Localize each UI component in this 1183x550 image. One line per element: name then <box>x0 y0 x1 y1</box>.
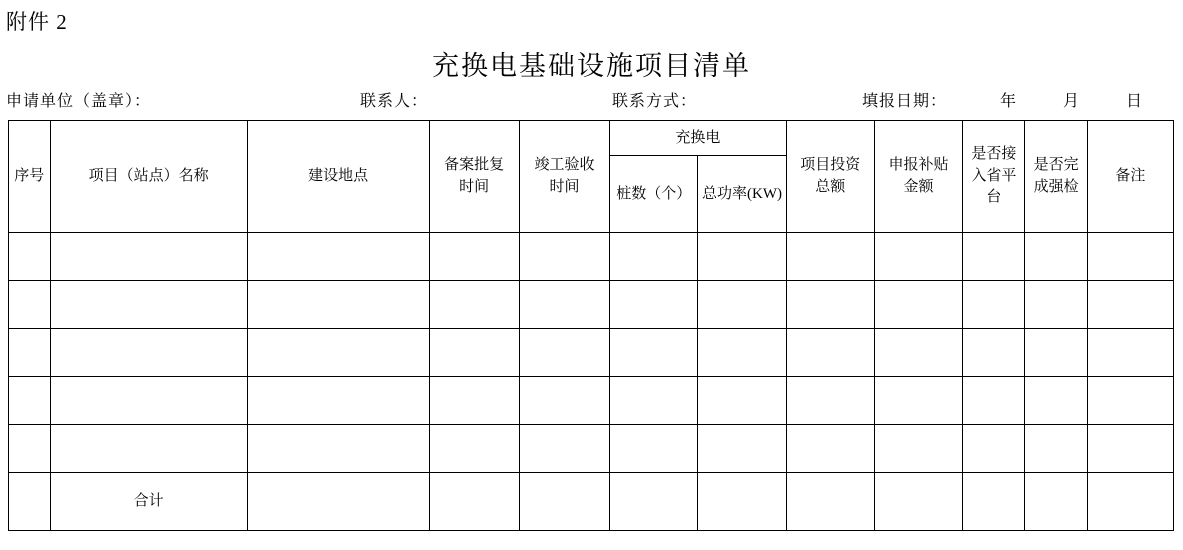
total-cell-location[interactable] <box>247 473 429 531</box>
total-cell-filing-approval-time[interactable] <box>429 473 519 531</box>
cell-province-platform[interactable] <box>963 233 1025 281</box>
table-body <box>9 233 1174 531</box>
cell-filing-approval-time[interactable] <box>429 233 519 281</box>
cell-total-power[interactable] <box>698 425 786 473</box>
header-province-platform-line1: 是否接 <box>971 145 1017 162</box>
cell-province-platform[interactable] <box>963 425 1025 473</box>
cell-inspection-done[interactable] <box>1025 281 1087 329</box>
cell-project-name[interactable] <box>50 425 247 473</box>
header-province-platform <box>963 121 1025 233</box>
cell-filing-approval-time[interactable] <box>429 281 519 329</box>
cell-location[interactable] <box>247 425 429 473</box>
project-list-table <box>8 120 1174 531</box>
cell-inspection-done[interactable] <box>1025 233 1087 281</box>
cell-location[interactable] <box>247 329 429 377</box>
header-completion-acceptance-time <box>519 121 609 233</box>
applicant-unit-label: 申请单位（盖章）： <box>6 93 152 110</box>
header-charging-group: 充换电 <box>610 121 787 156</box>
date-day-label: 日 <box>1126 93 1144 110</box>
header-filing-approval-time-line2: 时间 <box>459 178 490 195</box>
cell-total-power[interactable] <box>698 329 786 377</box>
cell-index[interactable] <box>9 377 51 425</box>
cell-remark[interactable] <box>1087 425 1173 473</box>
cell-project-name[interactable] <box>50 233 247 281</box>
cell-pile-count[interactable] <box>610 329 698 377</box>
header-province-platform-line3: 台 <box>986 189 1002 206</box>
cell-total-power[interactable] <box>698 377 786 425</box>
header-subsidy-amount-line1: 申报补贴 <box>888 156 949 173</box>
cell-index[interactable] <box>9 329 51 377</box>
total-cell-province-platform[interactable] <box>963 473 1025 531</box>
cell-investment-total[interactable] <box>786 329 874 377</box>
table-header-row-1 <box>9 121 1174 156</box>
total-cell-completion-acceptance-time[interactable] <box>519 473 609 531</box>
header-province-platform-line2: 入省平 <box>971 167 1017 184</box>
cell-subsidy-amount[interactable] <box>874 377 962 425</box>
attachment-label: 附件 2 <box>6 10 68 34</box>
header-investment-total <box>786 121 874 233</box>
cell-province-platform[interactable] <box>963 377 1025 425</box>
header-investment-total-line1: 项目投资 <box>800 156 861 173</box>
cell-pile-count[interactable] <box>610 425 698 473</box>
cell-project-name[interactable] <box>50 281 247 329</box>
total-cell-pile-count[interactable] <box>610 473 698 531</box>
contact-method-label: 联系方式： <box>612 93 698 110</box>
cell-inspection-done[interactable] <box>1025 377 1087 425</box>
header-filing-approval-time-line1: 备案批复 <box>444 156 505 173</box>
header-remark: 备注 <box>1087 121 1173 233</box>
cell-location[interactable] <box>247 377 429 425</box>
header-pile-count: 桩数（个） <box>610 156 698 233</box>
cell-project-name[interactable] <box>50 329 247 377</box>
date-year-label: 年 <box>1000 93 1018 110</box>
cell-pile-count[interactable] <box>610 377 698 425</box>
page-title: 充换电基础设施项目清单 <box>432 51 751 81</box>
header-index: 序号 <box>9 121 51 233</box>
table-row <box>9 233 1174 281</box>
cell-inspection-done[interactable] <box>1025 329 1087 377</box>
cell-province-platform[interactable] <box>963 281 1025 329</box>
cell-investment-total[interactable] <box>786 377 874 425</box>
total-cell-index <box>9 473 51 531</box>
cell-subsidy-amount[interactable] <box>874 233 962 281</box>
contact-person-label: 联系人： <box>360 93 429 110</box>
cell-investment-total[interactable] <box>786 281 874 329</box>
header-project-name: 项目（站点）名称 <box>50 121 247 233</box>
cell-remark[interactable] <box>1087 329 1173 377</box>
cell-completion-acceptance-time[interactable] <box>519 377 609 425</box>
total-cell-remark[interactable] <box>1087 473 1173 531</box>
cell-subsidy-amount[interactable] <box>874 425 962 473</box>
header-completion-acceptance-time-line1: 竣工验收 <box>534 156 595 173</box>
cell-remark[interactable] <box>1087 281 1173 329</box>
total-label: 合计 <box>50 473 247 531</box>
cell-filing-approval-time[interactable] <box>429 377 519 425</box>
header-total-power: 总功率(KW) <box>698 156 786 233</box>
cell-pile-count[interactable] <box>610 281 698 329</box>
table-row <box>9 281 1174 329</box>
report-date-label: 填报日期： <box>862 93 948 110</box>
header-inspection-done-line2: 成强检 <box>1033 178 1079 195</box>
header-location: 建设地点 <box>247 121 429 233</box>
cell-subsidy-amount[interactable] <box>874 329 962 377</box>
cell-project-name[interactable] <box>50 377 247 425</box>
cell-completion-acceptance-time[interactable] <box>519 281 609 329</box>
cell-completion-acceptance-time[interactable] <box>519 425 609 473</box>
cell-total-power[interactable] <box>698 281 786 329</box>
header-inspection-done-line1: 是否完 <box>1033 156 1079 173</box>
cell-total-power[interactable] <box>698 233 786 281</box>
cell-remark[interactable] <box>1087 233 1173 281</box>
header-investment-total-line2: 总额 <box>815 178 846 195</box>
cell-inspection-done[interactable] <box>1025 425 1087 473</box>
table-total-row <box>9 473 1174 531</box>
cell-subsidy-amount[interactable] <box>874 281 962 329</box>
cell-completion-acceptance-time[interactable] <box>519 329 609 377</box>
cell-investment-total[interactable] <box>786 233 874 281</box>
cell-index[interactable] <box>9 233 51 281</box>
cell-remark[interactable] <box>1087 377 1173 425</box>
header-subsidy-amount <box>874 121 962 233</box>
header-completion-acceptance-time-line2: 时间 <box>549 178 580 195</box>
total-cell-investment-total[interactable] <box>786 473 874 531</box>
table-row <box>9 425 1174 473</box>
cell-pile-count[interactable] <box>610 233 698 281</box>
header-subsidy-amount-line2: 金额 <box>903 178 934 195</box>
cell-filing-approval-time[interactable] <box>429 425 519 473</box>
cell-investment-total[interactable] <box>786 425 874 473</box>
table-row <box>9 377 1174 425</box>
cell-filing-approval-time[interactable] <box>429 329 519 377</box>
cell-location[interactable] <box>247 233 429 281</box>
header-inspection-done <box>1025 121 1087 233</box>
cell-location[interactable] <box>247 281 429 329</box>
header-filing-approval-time <box>429 121 519 233</box>
table-row <box>9 329 1174 377</box>
date-month-label: 月 <box>1063 93 1081 110</box>
cell-completion-acceptance-time[interactable] <box>519 233 609 281</box>
total-cell-subsidy-amount[interactable] <box>874 473 962 531</box>
cell-index[interactable] <box>9 281 51 329</box>
cell-index[interactable] <box>9 425 51 473</box>
total-cell-inspection-done[interactable] <box>1025 473 1087 531</box>
meta-row <box>0 88 1183 112</box>
cell-province-platform[interactable] <box>963 329 1025 377</box>
total-cell-total-power[interactable] <box>698 473 786 531</box>
